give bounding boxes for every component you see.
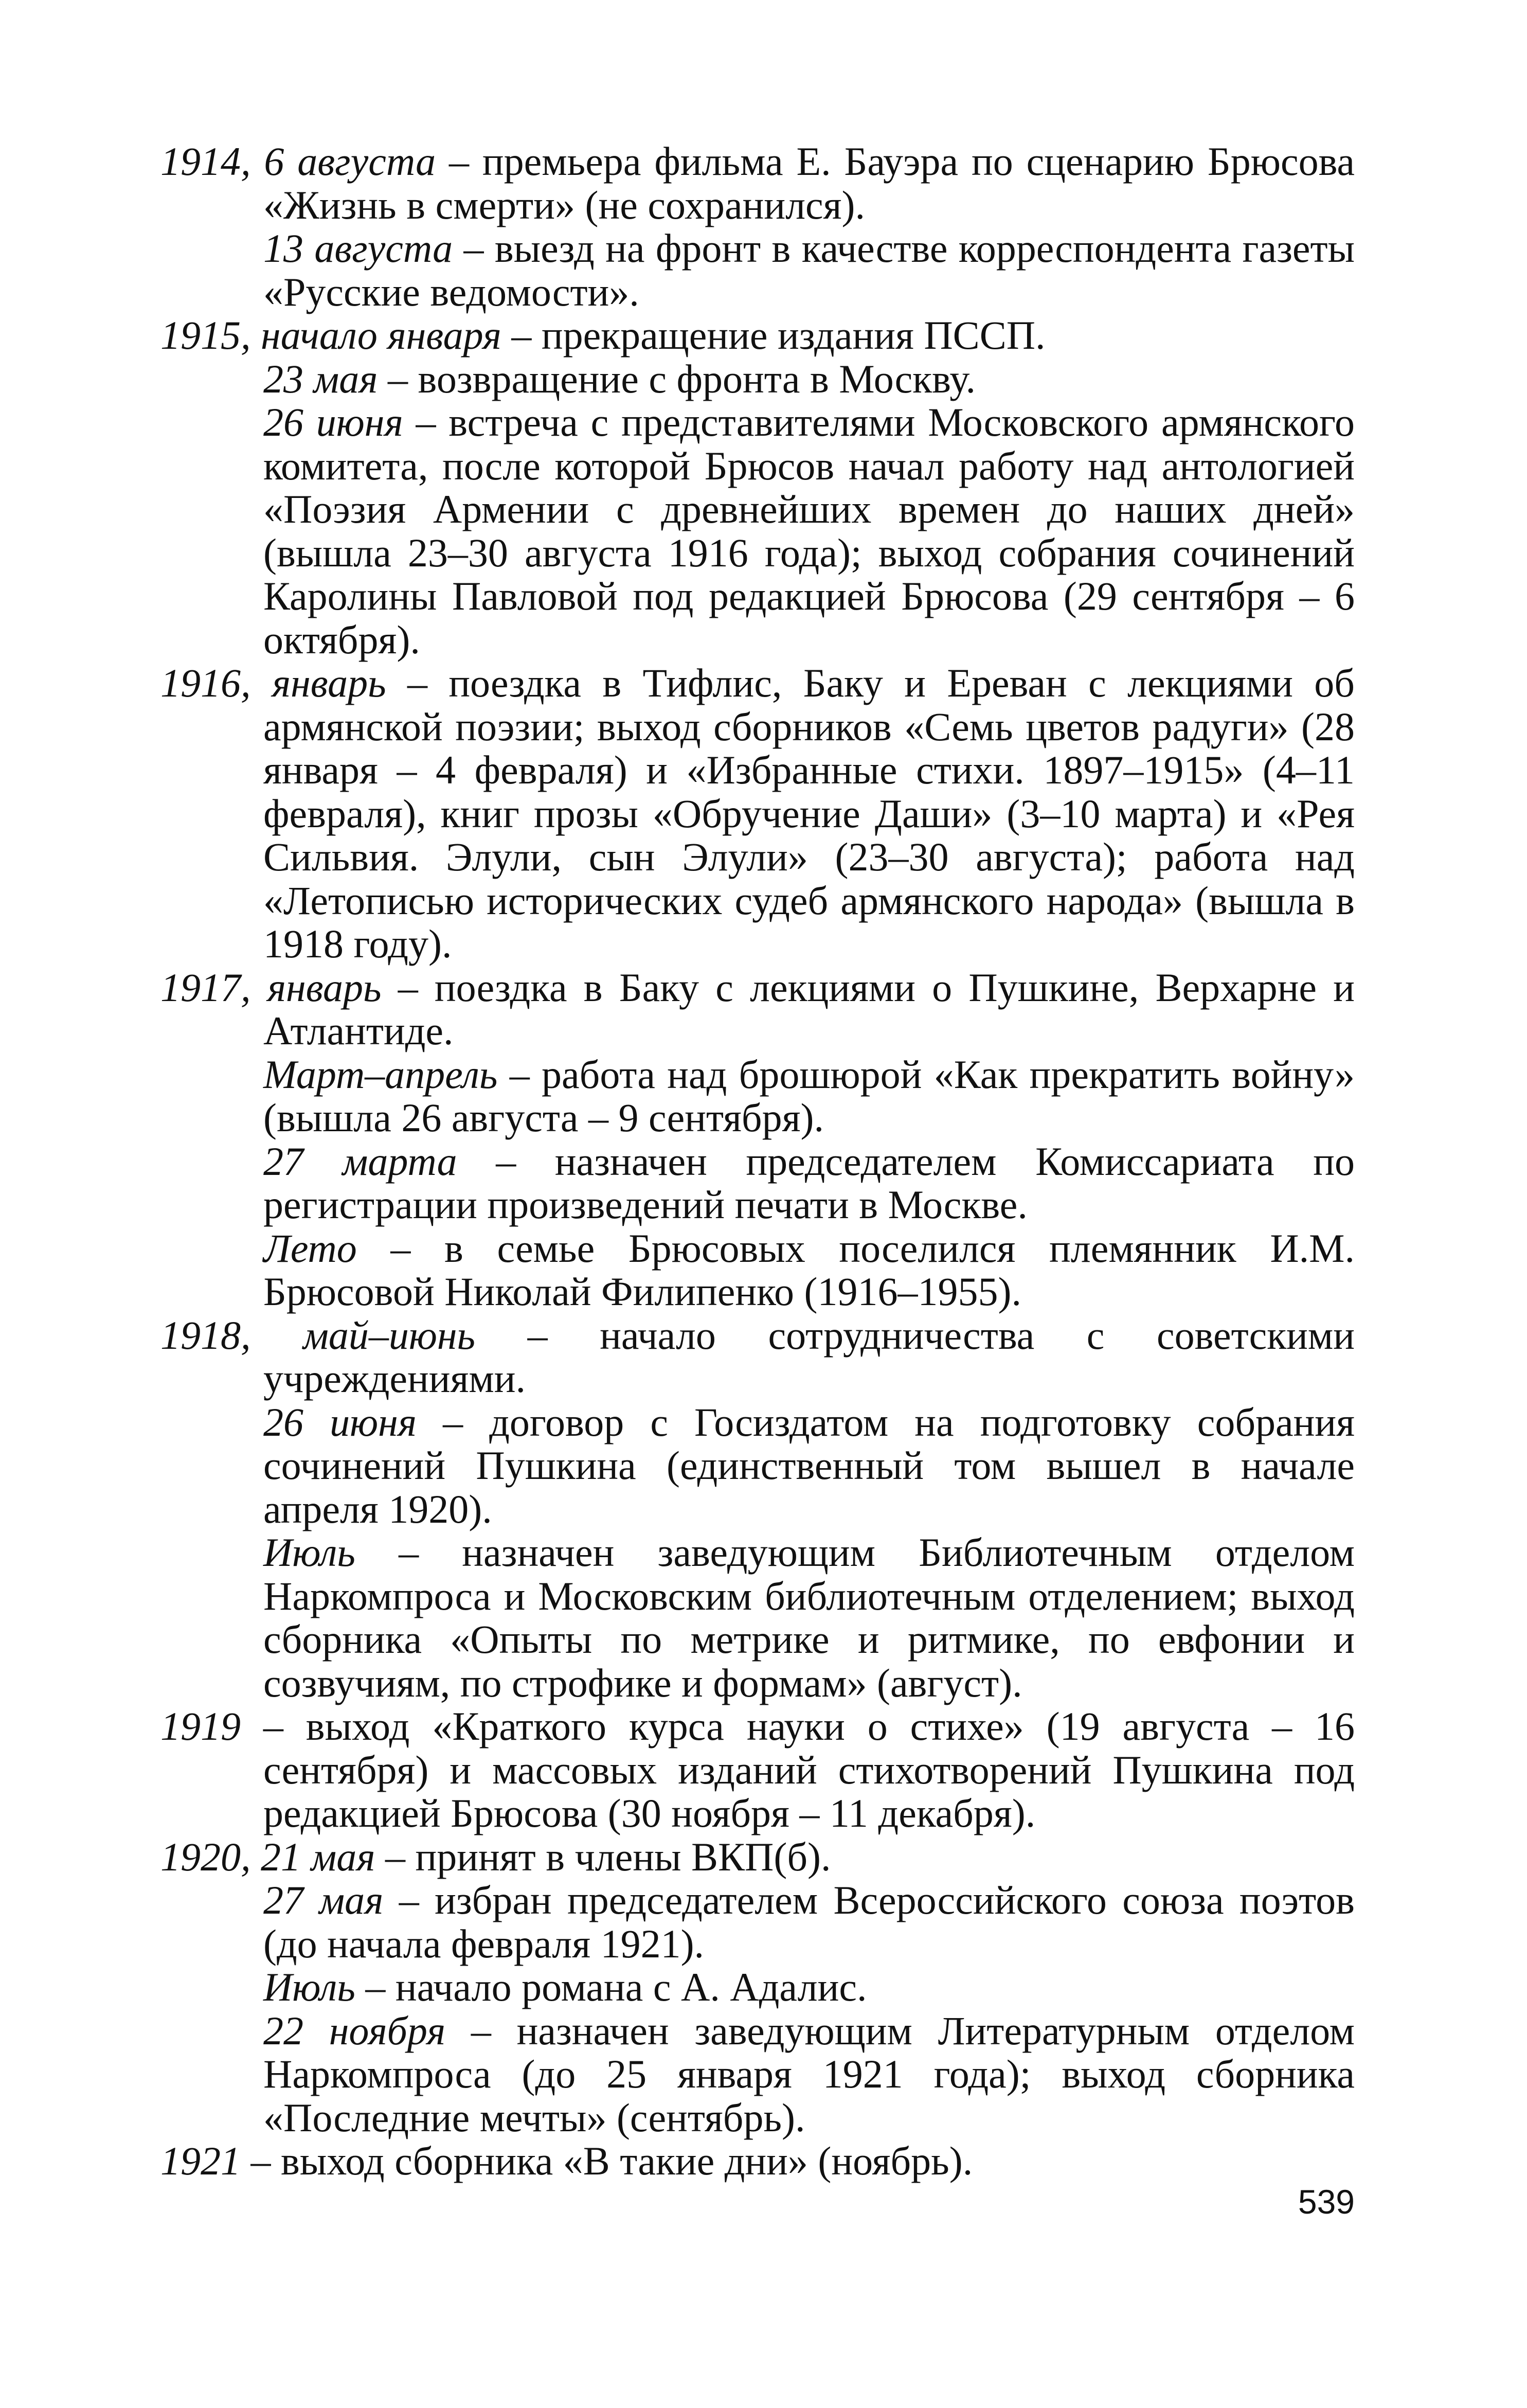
chronology-entry-1915	[160, 314, 1355, 358]
entry-text: – начало сотрудничества с советскими учреждениями.	[263, 1312, 1355, 1401]
entry-text: – в семье Брюсовых поселился племянник И.М. Брюсовой Николай Филипенко (1916–1955).	[263, 1225, 1355, 1314]
entry-date: 13 августа	[263, 226, 453, 271]
chronology-subentry	[160, 1879, 1355, 1966]
entry-text: – премьера фильма Е. Бауэра по сценарию Брюсова «Жизнь в смерти» (не сохранился).	[263, 139, 1355, 227]
entry-date: 27 марта	[263, 1138, 457, 1184]
chronology-subentry	[160, 1966, 1355, 2009]
entry-date: 1915, начало января	[160, 313, 501, 358]
chronology-entry-1921	[160, 2139, 1355, 2183]
entry-text: – поездка в Тифлис, Баку и Ереван с лекциями об армянской поэзии; выход сборников «Семь цветов радуги» (28 января – 4 февраля) и «Избранные стихи. 1897–1915» (4–11 февраля), книг прозы «Обручение Даши» (3–10 марта) и «Рея Сильвия. Элули, сын Элули» (23–30 августа); работа над «Летописью исторических судеб армянского народа» (вышла в 1918 году).	[263, 661, 1355, 966]
entry-text: – избран председателем Всероссийского союза поэтов (до начала февраля 1921).	[263, 1878, 1355, 1966]
entry-date: Июль	[263, 1530, 355, 1575]
chronology-entry-1914	[160, 140, 1355, 227]
entry-text: – поездка в Баку с лекциями о Пушкине, Верхарне и Атлантиде.	[263, 965, 1355, 1053]
page-number: 539	[1298, 2183, 1355, 2221]
chronology-subentry	[160, 401, 1355, 662]
chronology-subentry	[160, 1531, 1355, 1705]
entry-text: – договор с Госиздатом на подготовку собрания сочинений Пушкина (единственный том вышел в начале апреля 1920).	[263, 1399, 1355, 1531]
entry-date: Лето	[263, 1225, 357, 1271]
entry-text: – работа над брошюрой «Как прекратить войну» (вышла 26 августа – 9 сентября).	[263, 1051, 1355, 1140]
chronology-entry-1918	[160, 1314, 1355, 1401]
entry-date: 1917, январь	[160, 965, 382, 1010]
chronology-text	[160, 140, 1355, 2183]
entry-text: – выход сборника «В такие дни» (ноябрь).	[241, 2138, 973, 2183]
entry-date: 22 ноября	[263, 2008, 446, 2053]
entry-text: – прекращение издания ПССП.	[501, 313, 1046, 358]
chronology-subentry	[160, 1140, 1355, 1227]
entry-date: Июль	[263, 1965, 355, 2009]
entry-text: – выход «Краткого курса науки о стихе» (19 августа – 16 сентября) и массовых изданий стихотворений Пушкина под редакцией Брюсова (30 ноября – 11 декабря).	[241, 1704, 1355, 1835]
chronology-subentry	[160, 1053, 1355, 1140]
entry-text: – назначен заведующим Литературным отделом Наркомпроса (до 25 января 1921 года); выход сборника «Последние мечты» (сентябрь).	[263, 2008, 1355, 2140]
entry-text: – встреча с представителями Московского армянского комитета, после которой Брюсов начал работу над антологией «Поэзия Армении с древнейших времен до наших дней» (вышла 23–30 августа 1916 года); выход собрания сочинений Каролины Павловой под редакцией Брюсова (29 сентября – 6 октября).	[263, 400, 1355, 662]
chronology-subentry	[160, 227, 1355, 314]
chronology-subentry	[160, 1227, 1355, 1314]
chronology-subentry	[160, 358, 1355, 401]
entry-date: 1918, май–июнь	[160, 1312, 476, 1358]
entry-date: 23 мая	[263, 356, 378, 401]
entry-date: 1919	[160, 1704, 241, 1749]
entry-date: 26 июня	[263, 1399, 417, 1444]
chronology-entry-1916	[160, 662, 1355, 966]
entry-text: – выезд на фронт в качестве корреспондента газеты «Русские ведомости».	[263, 226, 1355, 314]
chronology-subentry	[160, 1401, 1355, 1531]
chronology-entry-1917	[160, 966, 1355, 1053]
entry-date: 27 мая	[263, 1878, 384, 1922]
entry-text: – принят в члены ВКП(б).	[375, 1834, 831, 1879]
chronology-subentry	[160, 2009, 1355, 2140]
entry-date: 1921	[160, 2138, 241, 2183]
entry-date: 26 июня	[263, 400, 403, 444]
entry-text: – возвращение с фронта в Москву.	[378, 356, 976, 401]
chronology-entry-1920	[160, 1835, 1355, 1879]
chronology-entry-1919	[160, 1705, 1355, 1835]
entry-date: Март–апрель	[263, 1051, 498, 1097]
entry-date: 1914, 6 августа	[160, 139, 436, 184]
entry-text: – назначен председателем Комиссариата по регистрации произведений печати в Москве.	[263, 1138, 1355, 1227]
entry-text: – начало романа с А. Адалис.	[355, 1965, 867, 2009]
entry-date: 1920, 21 мая	[160, 1834, 375, 1879]
entry-date: 1916, январь	[160, 661, 386, 705]
entry-text: – назначен заведующим Библиотечным отделом Наркомпроса и Московским библиотечным отделением; выход сборника «Опыты по метрике и ритмике, по евфонии и созвучиям, по строфике и формам» (август).	[263, 1530, 1355, 1705]
